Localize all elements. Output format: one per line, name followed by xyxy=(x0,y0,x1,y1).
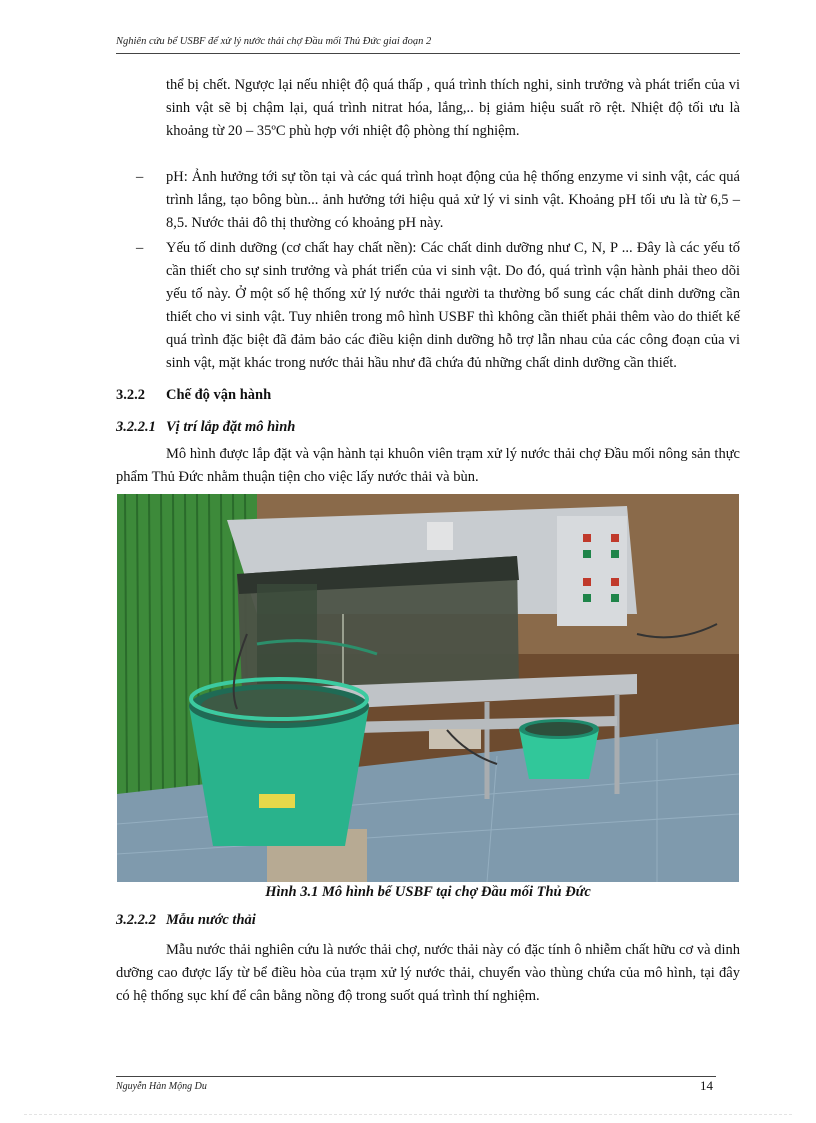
footer-rule xyxy=(116,1076,716,1077)
subsection-heading-1 xyxy=(116,419,295,436)
figure-caption: Hình 3.1 Mô hình bể USBF tại chợ Đầu mối Thủ Đức xyxy=(265,884,591,900)
subsection-number: 3.2.2.1 xyxy=(116,419,156,435)
paragraph-continuation: thể bị chết. Ngược lại nếu nhiệt độ quá thấp , quá trình thích nghi, sinh trưởng và phát triển của vi sinh vật sẽ bị chậm lại, quá trình nitrat hóa, lắng,.. bị giảm hiệu suất rõ rệt. Nhiệt độ tối ưu là khoảng từ 20 – 35ºC phù hợp với nhiệt độ phòng thí nghiệm. xyxy=(166,77,740,139)
bullet-item-nutrients xyxy=(136,237,740,375)
paragraph-wastewater-sample xyxy=(116,939,740,1008)
page-edge xyxy=(24,1114,792,1115)
subsection-title: Mẫu nước thải xyxy=(166,912,256,928)
page-number: 14 xyxy=(700,1078,713,1093)
bullet-item-ph xyxy=(136,166,740,235)
figure-photo xyxy=(117,494,739,882)
footer-author: Nguyễn Hàn Mộng Du xyxy=(116,1081,207,1092)
paragraph-location xyxy=(116,443,740,489)
subsection-title: Vị trí lắp đặt mô hình xyxy=(166,419,296,435)
paragraph-text: Mô hình được lắp đặt và vận hành tại khuôn viên trạm xử lý nước thải chợ Đầu mối nông sản thực phẩm Thủ Đức nhằm thuận tiện cho việc lấy nước thải và bùn. xyxy=(116,446,740,485)
bullet-dash: – xyxy=(136,169,144,185)
subsection-number: 3.2.2.2 xyxy=(116,912,156,928)
section-number: 3.2.2 xyxy=(116,387,145,403)
bullet-text: Yếu tố dinh dưỡng (cơ chất hay chất nền): Các chất dinh dưỡng như C, N, P ... Đây là các yếu tố cần thiết cho sự sinh trưởng và phát triển của vi sinh vật. Do đó, quá trình vận hành phải theo dõi yếu tố này. Ở một số hệ thống xử lý nước thải người ta thường bổ sung các chất dinh dưỡng cần thiết cho vi sinh vật. Tuy nhiên trong mô hình USBF thì không cần thiết phải thêm vào do thiết kế quá trình đặc biệt đã đảm bảo các điều kiện dinh dưỡng hỗ trợ lẫn nhau của các công đoạn của vi sinh vật, mặt khác trong nước thải hầu như đã chứa đủ những chất dinh dưỡng cần thiết. xyxy=(166,240,740,371)
paragraph-text: Mẫu nước thải nghiên cứu là nước thải chợ, nước thải này có đặc tính ô nhiễm chất hữu cơ và dinh dưỡng cao được lấy từ bể điều hòa của trạm xử lý nước thải, chuyển vào thùng chứa của mô hình, tại đây có hệ thống sục khí để cân bằng nồng độ trong suốt quá trình thí nghiệm. xyxy=(116,942,740,1004)
bullet-list xyxy=(136,166,740,375)
bullet-dash: – xyxy=(136,240,144,256)
header-rule xyxy=(116,53,740,54)
bullet-text: pH: Ảnh hưởng tới sự tồn tại và các quá trình hoạt động của hệ thống enzyme vi sinh vật, các quá trình lắng, tạo bông bùn... ảnh hưởng tới hiệu quả xử lý vi sinh vật. Khoảng pH tối ưu là từ 6,5 – 8,5. Nước thải đô thị thường có khoảng pH này. xyxy=(166,169,740,231)
section-title: Chế độ vận hành xyxy=(166,387,272,403)
running-header: Nghiên cứu bể USBF để xử lý nước thải chợ Đầu mối Thủ Đức giai đoạn 2 xyxy=(116,36,432,47)
usbf-model-photo xyxy=(117,494,739,882)
section-heading xyxy=(116,387,271,404)
subsection-heading-2 xyxy=(116,912,256,929)
